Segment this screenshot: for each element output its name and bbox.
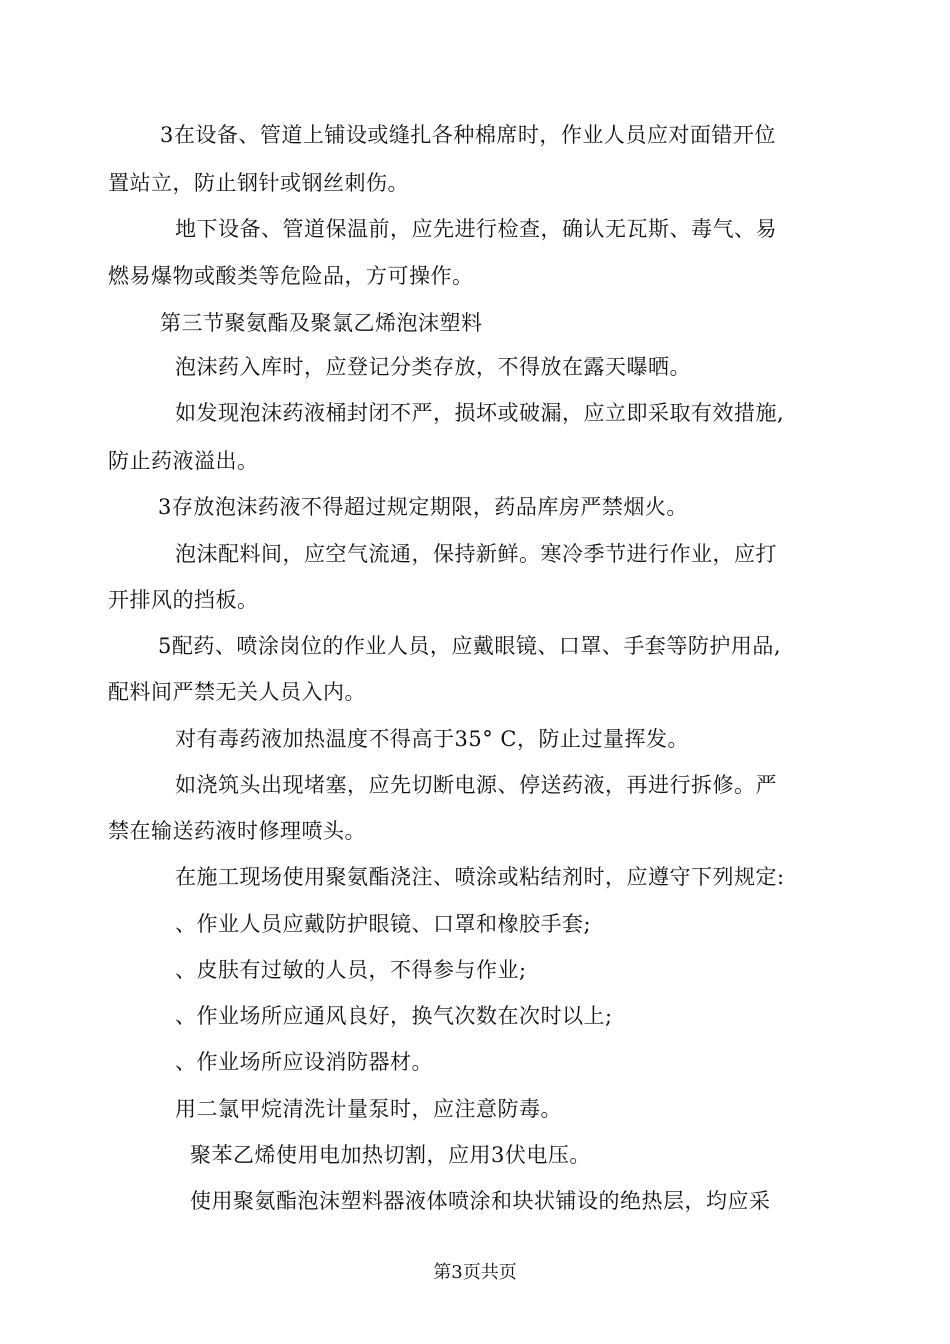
list-item: 、皮肤有过敏的人员，不得参与作业; [175, 958, 527, 982]
text-line: 在施工现场使用聚氨酯浇注、喷涂或粘结剂时，应遵守下列规定: [175, 865, 785, 889]
text-line: 3存放泡沫药液不得超过规定期限，药品库房严禁烟火。 [158, 495, 688, 519]
text-line: 地下设备、管道保温前，应先进行检查，确认无瓦斯、毒气、易 [175, 217, 777, 241]
text-line: 开排风的挡板。 [108, 588, 259, 612]
page-footer: 第3页共页 [433, 1262, 517, 1283]
list-item: 、作业人员应戴防护眼镜、口罩和橡胶手套; [175, 912, 592, 936]
section-heading: 第三节聚氨酯及聚氯乙烯泡沫塑料 [160, 311, 483, 335]
text-line: 禁在输送药液时修理喷头。 [108, 819, 366, 843]
text-line: 泡沫药入库时，应登记分类存放，不得放在露天曝晒。 [175, 355, 691, 379]
text-line: 配料间严禁无关人员入内。 [108, 680, 366, 704]
text-line: 使用聚氨酯泡沫塑料器液体喷涂和块状铺设的绝热层，均应采 [190, 1189, 771, 1213]
text-line: 置站立，防止钢针或钢丝刺伤。 [108, 171, 409, 195]
text-line: 对有毒药液加热温度不得高于35° C，防止过量挥发。 [175, 727, 689, 751]
text-line: 如发现泡沫药液桶封闭不严，损坏或破漏，应立即采取有效措施, [175, 401, 785, 425]
list-item: 、作业场所应设消防器材。 [175, 1050, 433, 1074]
text-line: 泡沫配料间，应空气流通，保持新鲜。寒冷季节进行作业，应打 [175, 542, 777, 566]
text-line: 如浇筑头出现堵塞，应先切断电源、停送药液，再进行拆修。严 [175, 773, 777, 797]
list-item: 、作业场所应通风良好，换气次数在次时以上; [175, 1004, 613, 1028]
text-line: 燃易爆物或酸类等危险品，方可操作。 [108, 264, 474, 288]
text-line: 聚苯乙烯使用电加热切割，应用3伏电压。 [190, 1143, 591, 1167]
text-line: 用二氯甲烷清洗计量泵时，应注意防毒。 [175, 1097, 562, 1121]
text-line: 3在设备、管道上铺设或缝扎各种棉席时，作业人员应对面错开位 [160, 123, 776, 147]
text-line: 防止药液溢出。 [108, 449, 259, 473]
text-line: 5配药、喷涂岗位的作业人员，应戴眼镜、口罩、手套等防护用品, [158, 634, 782, 658]
